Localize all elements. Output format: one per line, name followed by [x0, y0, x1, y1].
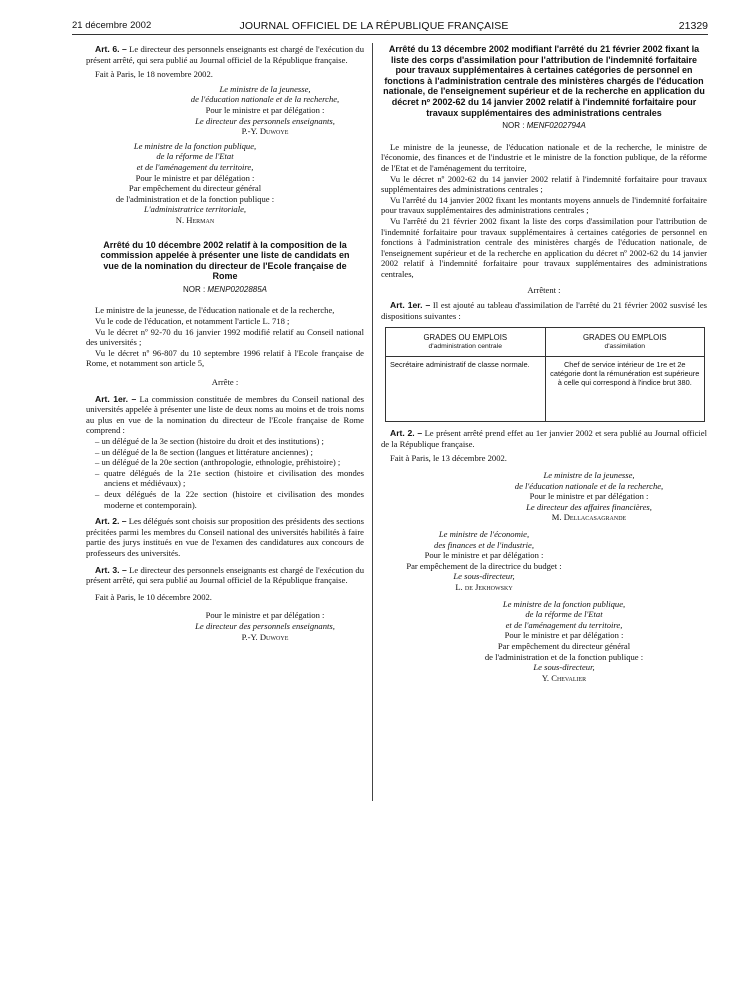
journal-title: JOURNAL OFFICIEL DE LA RÉPUBLIQUE FRANÇAISE	[239, 20, 509, 32]
visa-4: Vu le décret nº 96-807 du 10 septembre 1996 relatif à l'Ecole française de Rome, et notamment son article 5,	[86, 347, 364, 369]
issue-date: 21 décembre 2002	[72, 20, 152, 31]
fait-date-2: Fait à Paris, le 10 décembre 2002.	[95, 591, 212, 602]
visa-a: Vu le décret nº 2002-62 du 14 janvier 2002 relatif à l'indemnité forfaitaire pour travaux supplémentaires des administrations centrales ;	[381, 173, 707, 195]
visa-3: Vu le décret nº 92-70 du 16 janvier 1992 modifié relatif au Conseil national des universités ;	[86, 326, 364, 348]
article-2-right: Art. 2. – Le présent arrêté prend effet au 1er janvier 2002 et sera publié au Journal officiel de la République française.	[381, 428, 707, 449]
preamble: Le ministre de la jeunesse, de l'éducation nationale et de la recherche, le ministre de l'économie, des finances et de l'industrie et le ministre de la fonction publique, de la réforme de l'Etat et de l'aménagement du territoire,	[381, 141, 707, 173]
signature-block-right-3: Le ministre de la fonction publique, de la réforme de l'Etat et de l'aménagement du territoire, Pour le ministre et par délégation : Par empêchement du directeur général de l'administration et de la fonction publique : Le sous-directeur, Y. Chevalier	[484, 598, 644, 683]
list-item: – un délégué de la 20e section (anthropologie, ethnologie, préhistoire) ;	[95, 457, 341, 468]
left-column	[86, 44, 364, 642]
delegates-list	[86, 436, 364, 510]
arrete-heading: Arrête :	[211, 377, 239, 388]
table-row	[386, 357, 705, 422]
visa-1: Le ministre de la jeunesse, de l'éducation nationale et de la recherche,	[95, 305, 335, 316]
decree-title-2: Arrêté du 10 décembre 2002 relatif à la composition de la commission appelée à présenter une liste de candidats en vue de la nomination du directeur de l'Ecole française de Rome	[100, 239, 350, 282]
signature-block-2: Le ministre de la fonction publique, de la réforme de l'Etat et de l'aménagement du territoire, Pour le ministre et par délégation : Par empêchement du directeur général de l'administration et de la fonction publique : L'administratrice territoriale, N. Herman	[115, 140, 275, 225]
signature-block-3: Pour le ministre et par délégation : Le directeur des personnels enseignants, P.-Y. Duwoye	[195, 610, 335, 642]
column-divider	[372, 43, 373, 801]
fait-date-1: Fait à Paris, le 18 novembre 2002.	[95, 69, 213, 80]
article-1-right: Art. 1er. – Il est ajouté au tableau d'assimilation de l'arrêté du 21 février 2002 susvisé les dispositions suivantes :	[381, 300, 708, 321]
signature-block-right-1: Le ministre de la jeunesse, de l'éducation nationale et de la recherche, Pour le ministre et par délégation : Le directeur des affaires financières, M. Dellacasagrande	[514, 470, 664, 523]
visa-2: Vu le code de l'éducation, et notamment l'article L. 718 ;	[95, 316, 290, 327]
table-header: GRADES OU EMPLOIS d'administration centrale	[386, 328, 546, 357]
header-rule	[72, 34, 708, 35]
assimilation-table	[385, 327, 705, 422]
list-item: – quatre délégués de la 21e section (histoire et civilisation des mondes anciens et médiévaux) ;	[95, 467, 364, 489]
fait-date-right: Fait à Paris, le 13 décembre 2002.	[390, 453, 507, 464]
table-cell: Chef de service intérieur de 1re et 2e catégorie dont la rémunération est supérieure à celle qui correspond à l'indice brut 380.	[545, 357, 705, 422]
nor-reference-1: NOR : MENF0202794A	[502, 121, 586, 131]
article-3: Art. 3. – Le directeur des personnels enseignants est chargé de l'exécution du présent arrêté, qui sera publié au Journal officiel de la République française.	[86, 564, 364, 586]
visa-b: Vu l'arrêté du 14 janvier 2002 fixant les montants moyens annuels de l'indemnité forfaitaire pour travaux supplémentaires des administrations centrales ;	[381, 194, 707, 216]
right-column	[381, 44, 707, 683]
signature-block-1: Le ministre de la jeunesse, de l'éducation nationale et de la recherche, Pour le ministre et par délégation : Le directeur des personnels enseignants, P.-Y. Duwoye	[190, 83, 340, 137]
article-6: Art. 6. – Le directeur des personnels enseignants est chargé de l'exécution du présent arrêté, qui sera publié au Journal officiel de la République française.	[86, 44, 364, 65]
page-header	[0, 20, 748, 34]
table-header: GRADES OU EMPLOIS d'assimilation	[545, 328, 705, 357]
list-item: – un délégué de la 3e section (histoire du droit et des institutions) ;	[95, 436, 324, 446]
arretent-heading: Arrêtent :	[527, 285, 561, 296]
visa-c: Vu l'arrêté du 21 février 2002 fixant la liste des corps d'assimilation pour l'attribution de l'indemnité forfaitaire pour travaux supplémentaires à certaines catégories de personnel en fonctions à l'administration centrale des ministères chargés de l'éducation nationale, de l'enseignement supérieur et de la recherche en application du décret nº 2002-62 du 14 janvier 2002 relatif à l'indemnité forfaitaire pour travaux supplémentaires des administrations centrales,	[381, 215, 707, 279]
signature-block-right-2: Le ministre de l'économie, des finances et de l'industrie, Pour le ministre et par délégation : Par empêchement de la directrice du budget : Le sous-directeur, L. de Jekhowsky	[406, 529, 562, 592]
list-item: – deux délégués de la 22e section (histoire et civilisation des mondes moderne et contemporain).	[95, 488, 364, 510]
page-number: 21329	[678, 20, 708, 32]
table-cell: Secrétaire administratif de classe normale.	[386, 357, 546, 422]
nor-reference-2: NOR : MENP0202885A	[182, 284, 268, 294]
decree-title-1: Arrêté du 13 décembre 2002 modifiant l'arrêté du 21 février 2002 fixant la liste des corps d'assimilation pour l'attribution de l'indemnité forfaitaire pour travaux supplémentaires à certaines catégories de personnel en fonctions à l'administration centrale des ministères chargés de l'éducation nationale, de l'enseignement supérieur et de la recherche en application du décret nº 2002-62 du 14 janvier 2002 relatif à l'indemnité forfaitaire pour travaux supplémentaires des administrations centrales	[383, 44, 705, 118]
list-item: – un délégué de la 8e section (langues et littérature anciennes) ;	[95, 446, 313, 457]
article-2: Art. 2. – Les délégués sont choisis sur proposition des présidents des sections précitées parmi les membres du Conseil national des universités habilités à faire partie des jurys institués en vue de l'examen des candidatures aux concours de professeurs des universités.	[86, 516, 364, 558]
article-1: Art. 1er. – La commission constituée de membres du Conseil national des universités appelée à présenter une liste de deux noms au moins et de trois noms au plus en vue de la nomination du directeur de l'Ecole française de Rome comprend :	[86, 393, 365, 436]
